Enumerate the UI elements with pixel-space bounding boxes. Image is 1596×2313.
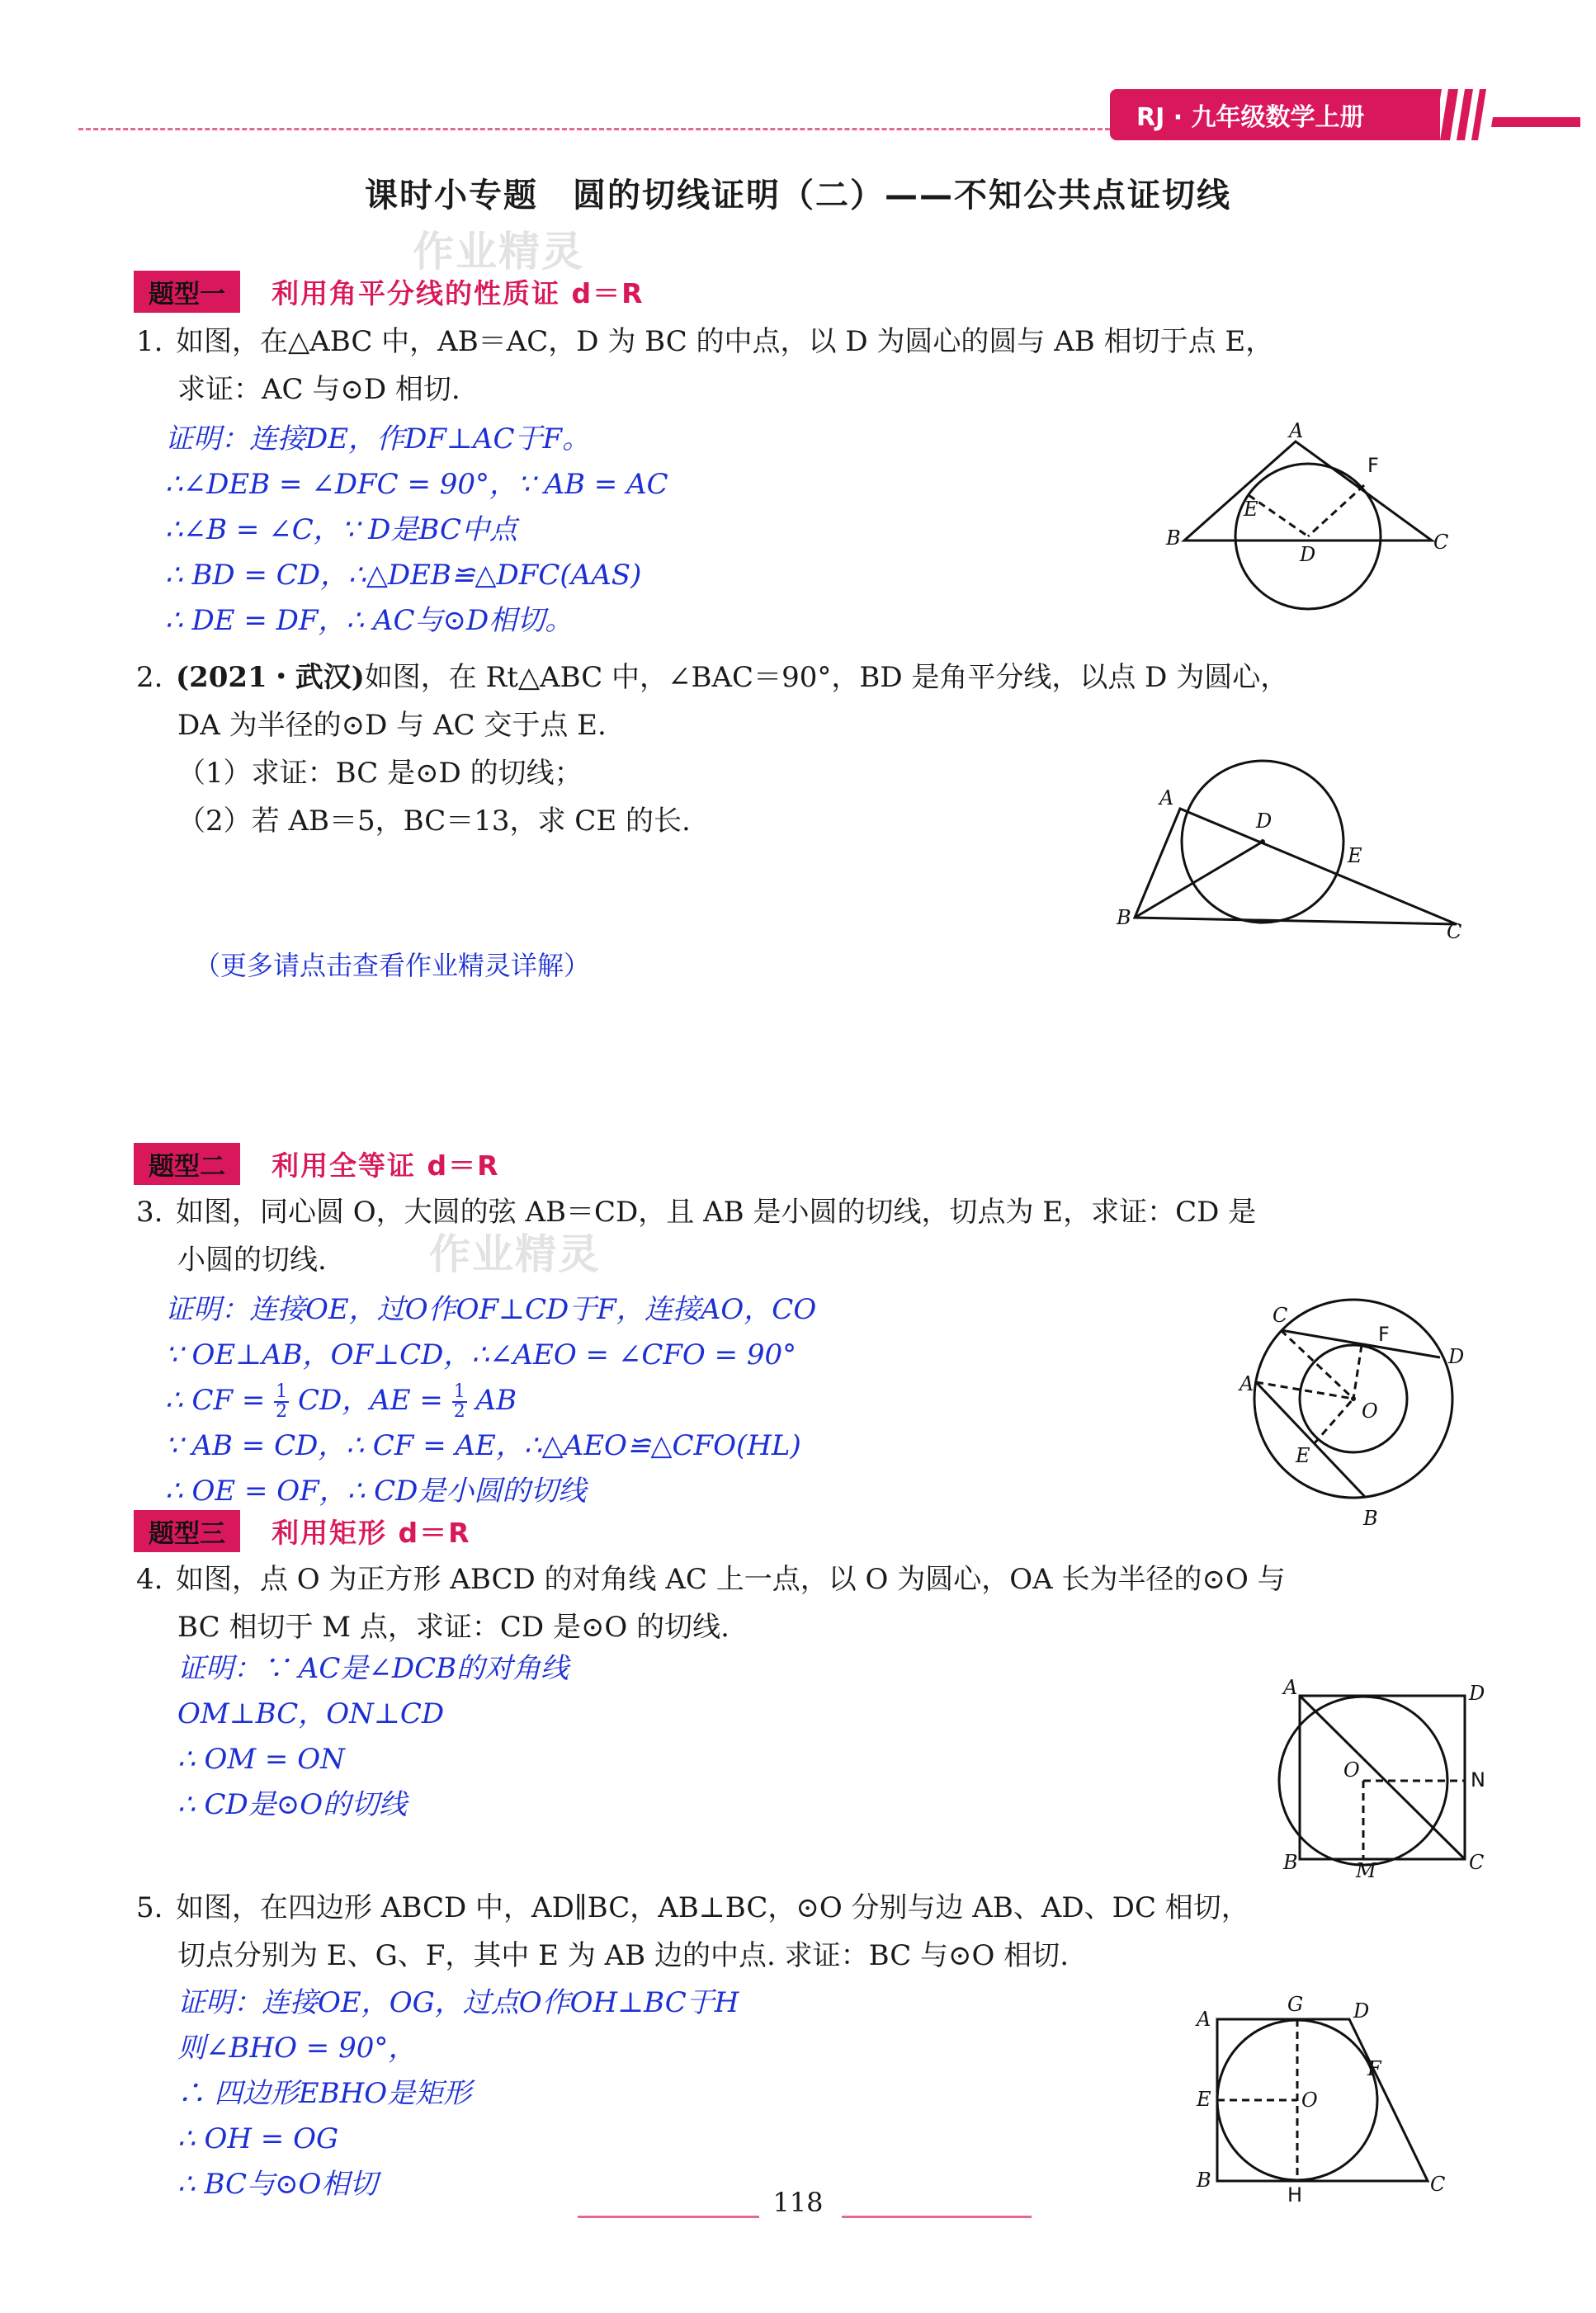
question-source: (2021・武汉) (176, 661, 365, 694)
answer-line: ∴∠DEB = ∠DFC = 90°，∵ AB = AC (165, 468, 668, 501)
answer-line: ∴ 四边形EBHO是矩形 (177, 2077, 472, 2110)
fraction-one-half: $\frac{1}{2}$ (453, 1381, 465, 1422)
question-3 (136, 1188, 1457, 1284)
label-G: G (1287, 1993, 1304, 2016)
header-badge: RJ · 九年级数学上册 (1110, 89, 1440, 140)
page-title: 课时小专题 圆的切线证明（二）——不知公共点证切线 (365, 177, 1231, 215)
label-F: F (1378, 1323, 1390, 1346)
label-C: C (1447, 920, 1462, 943)
watermark: 作业精灵 (429, 1230, 601, 1278)
question-number: 3. (136, 1196, 163, 1229)
question-1 (136, 318, 1457, 413)
label-A: A (1283, 1676, 1298, 1699)
label-C: C (1433, 531, 1449, 554)
question-text: 切点分别为 E、G、F，其中 E 为 AB 边的中点. 求证：BC 与⊙O 相切. (177, 1939, 1069, 1972)
section-badge: 题型三 (134, 1510, 240, 1552)
label-C: C (1469, 1851, 1485, 1874)
section-type-2 (134, 1143, 500, 1185)
question-text: 求证：AC 与⊙D 相切. (177, 373, 460, 406)
answer-line: 证明：连接DE，作DF⊥AC于F。 (165, 422, 591, 456)
label-A: A (1197, 2008, 1211, 2031)
answer-line: ∴ OE = OF，∴ CD是小圆的切线 (165, 1475, 587, 1508)
question-part: （2）若 AB＝5，BC＝13，求 CE 的长. (177, 805, 691, 838)
label-A: A (1159, 786, 1174, 810)
fraction-one-half: $\frac{1}{2}$ (276, 1381, 288, 1422)
answer-line: ∴ OH = OG (177, 2122, 339, 2155)
answer-line: ∵ OE⊥AB，OF⊥CD，∴∠AEO = ∠CFO = 90° (165, 1338, 797, 1371)
label-E: E (1244, 498, 1258, 521)
label-B: B (1117, 906, 1131, 929)
question-text: 如图，在 Rt△ABC 中，∠BAC＝90°，BD 是角平分线，以点 D 为圆心， (364, 661, 1289, 694)
answer-line: ∴ DE = DF，∴ AC与⊙D相切。 (165, 604, 574, 637)
label-B: B (1166, 526, 1181, 550)
question-text: BC 相切于 M 点，求证：CD 是⊙O 的切线. (177, 1611, 730, 1644)
answer-line: ∴∠B = ∠C，∵ D是BC中点 (165, 513, 518, 546)
question-5 (136, 1884, 1457, 1980)
label-N: N (1471, 1768, 1485, 1791)
label-O: O (1343, 1758, 1360, 1782)
question-number: 2. (136, 661, 163, 694)
question-number: 4. (136, 1563, 163, 1596)
label-D: D (1300, 543, 1316, 566)
answer-4 (177, 1646, 569, 1828)
label-B: B (1363, 1507, 1378, 1530)
answer-3 (165, 1287, 816, 1514)
answer-line: 则∠BHO = 90°， (177, 2032, 417, 2065)
answer-line: ∵ AB = CD，∴ CF = AE，∴△AEO≌△CFO(HL) (165, 1429, 801, 1462)
answer-fragment: CD，AE = (297, 1384, 443, 1417)
header-stripes-decoration (1432, 89, 1580, 140)
label-B: B (1283, 1851, 1298, 1874)
label-C: C (1430, 2173, 1446, 2196)
question-text: DA 为半径的⊙D 与 AC 交于点 E. (177, 709, 607, 742)
answer-fragment: ∴ CF = (165, 1384, 266, 1417)
label-H: H (1287, 2183, 1303, 2207)
answer-line: ∴ OM = ON (177, 1743, 345, 1776)
figure-q1 (1159, 413, 1457, 623)
label-E: E (1348, 844, 1362, 867)
watermark: 作业精灵 (413, 228, 584, 276)
label-D: D (1448, 1345, 1465, 1368)
question-text: 小圆的切线. (177, 1244, 327, 1277)
answer-line: 证明：连接OE，过O作OF⊥CD于F，连接AO，CO (165, 1293, 817, 1326)
label-M: M (1356, 1859, 1376, 1882)
figure-q3 (1230, 1287, 1477, 1535)
answer-fragment: AB (475, 1384, 517, 1417)
label-C: C (1273, 1304, 1288, 1327)
question-text: 如图，在△ABC 中，AB＝AC，D 为 BC 的中点，以 D 为圆心的圆与 AB 相切于点 E， (176, 325, 1274, 358)
answer-5 (177, 1980, 739, 2207)
label-E: E (1296, 1444, 1310, 1467)
section-label: 利用全等证 d＝R (272, 1149, 500, 1182)
label-B: B (1197, 2169, 1211, 2192)
question-number: 1. (136, 325, 163, 358)
section-badge: 题型一 (134, 271, 240, 313)
section-label: 利用角平分线的性质证 d＝R (272, 277, 645, 309)
answer-line (165, 1378, 816, 1423)
section-type-3 (134, 1510, 471, 1552)
label-D: D (1353, 1999, 1370, 2023)
figure-q2 (1110, 747, 1473, 957)
figure-q5 (1184, 1993, 1465, 2207)
question-text: 如图，在四边形 ABCD 中，AD∥BC，AB⊥BC，⊙O 分别与边 AB、AD、DC 相切， (176, 1891, 1249, 1924)
answer-1 (165, 417, 668, 644)
answer-line: OM⊥BC，ON⊥CD (177, 1697, 445, 1730)
question-part: （1）求证：BC 是⊙D 的切线； (177, 757, 583, 790)
label-F: F (1367, 454, 1379, 477)
question-text: 如图，同心圆 O，大圆的弦 AB＝CD，且 AB 是小圆的切线，切点为 E，求证：CD 是 (176, 1196, 1257, 1229)
page-number: 118 (772, 2187, 824, 2218)
answer-line: 证明：∵ AC是∠DCB的对角线 (177, 1652, 569, 1685)
figure-q4 (1271, 1671, 1485, 1882)
question-text: 如图，点 O 为正方形 ABCD 的对角线 AC 上一点，以 O 为圆心，OA 长为半径的⊙O 与 (176, 1563, 1286, 1596)
label-O: O (1362, 1400, 1378, 1423)
label-E: E (1197, 2088, 1211, 2111)
label-D: D (1256, 810, 1273, 833)
header-dashed-line (78, 128, 1110, 130)
label-A: A (1239, 1372, 1254, 1395)
section-label: 利用矩形 d＝R (272, 1517, 471, 1549)
answer-line: ∴ BC与⊙O相切 (177, 2168, 378, 2201)
label-O: O (1301, 2089, 1318, 2112)
answer-line: ∴ CD是⊙O的切线 (177, 1788, 408, 1821)
section-badge: 题型二 (134, 1143, 240, 1185)
label-F: F (1367, 2057, 1381, 2080)
question-number: 5. (136, 1891, 163, 1924)
answer-line: ∴ BD = CD，∴△DEB≌△DFC(AAS) (165, 559, 642, 592)
label-D: D (1469, 1682, 1485, 1705)
more-info-link[interactable]: （更多请点击查看作业精灵详解） (194, 950, 591, 981)
question-4 (136, 1555, 1457, 1651)
answer-line: 证明：连接OE，OG，过点O作OH⊥BC于H (177, 1986, 739, 2019)
label-A: A (1289, 419, 1304, 442)
section-type-1 (134, 271, 645, 313)
